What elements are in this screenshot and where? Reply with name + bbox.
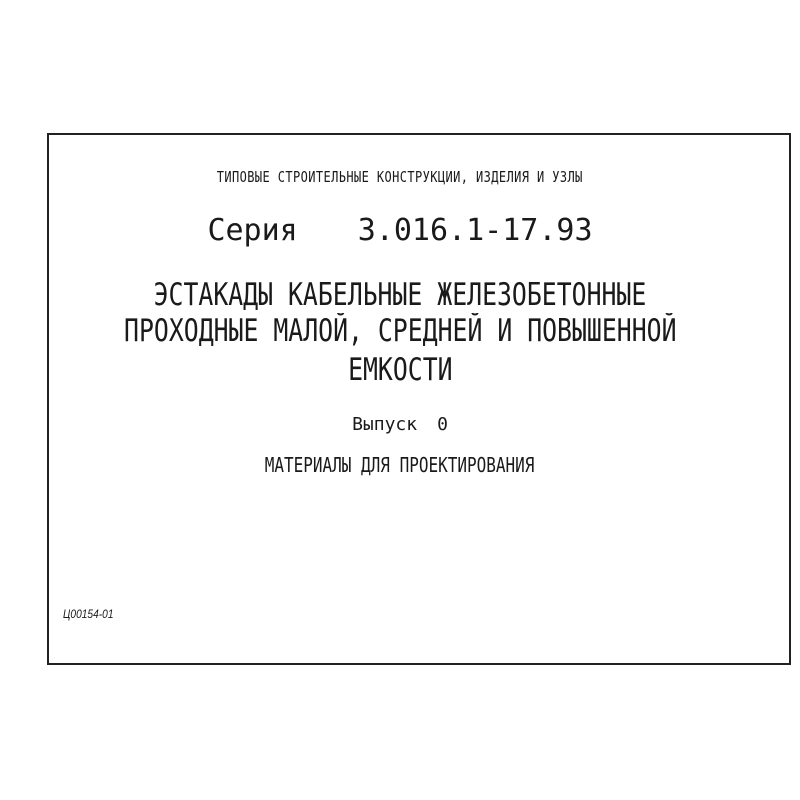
document-code: Ц00154-01 <box>63 607 114 621</box>
header-line: ТИПОВЫЕ СТРОИТЕЛЬНЫЕ КОНСТРУКЦИИ, ИЗДЕЛИЯ И УЗЛЫ <box>216 168 583 186</box>
subtitle: МАТЕРИАЛЫ ДЛЯ ПРОЕКТИРОВАНИЯ <box>265 453 535 477</box>
series-label: Серия <box>207 213 298 248</box>
title-line-3: ЕМКОСТИ <box>347 352 453 388</box>
title-line-2: ПРОХОДНЫЕ МАЛОЙ, СРЕДНЕЙ И ПОВЫШЕННОЙ <box>123 313 677 349</box>
issue-number: 0 <box>437 414 448 435</box>
issue-line <box>0 414 800 435</box>
issue-label: Выпуск <box>352 414 418 435</box>
series-number: 3.016.1-17.93 <box>357 213 593 248</box>
title-line-1: ЭСТАКАДЫ КАБЕЛЬНЫЕ ЖЕЛЕЗОБЕТОННЫЕ <box>153 277 647 313</box>
series-line <box>0 213 800 248</box>
